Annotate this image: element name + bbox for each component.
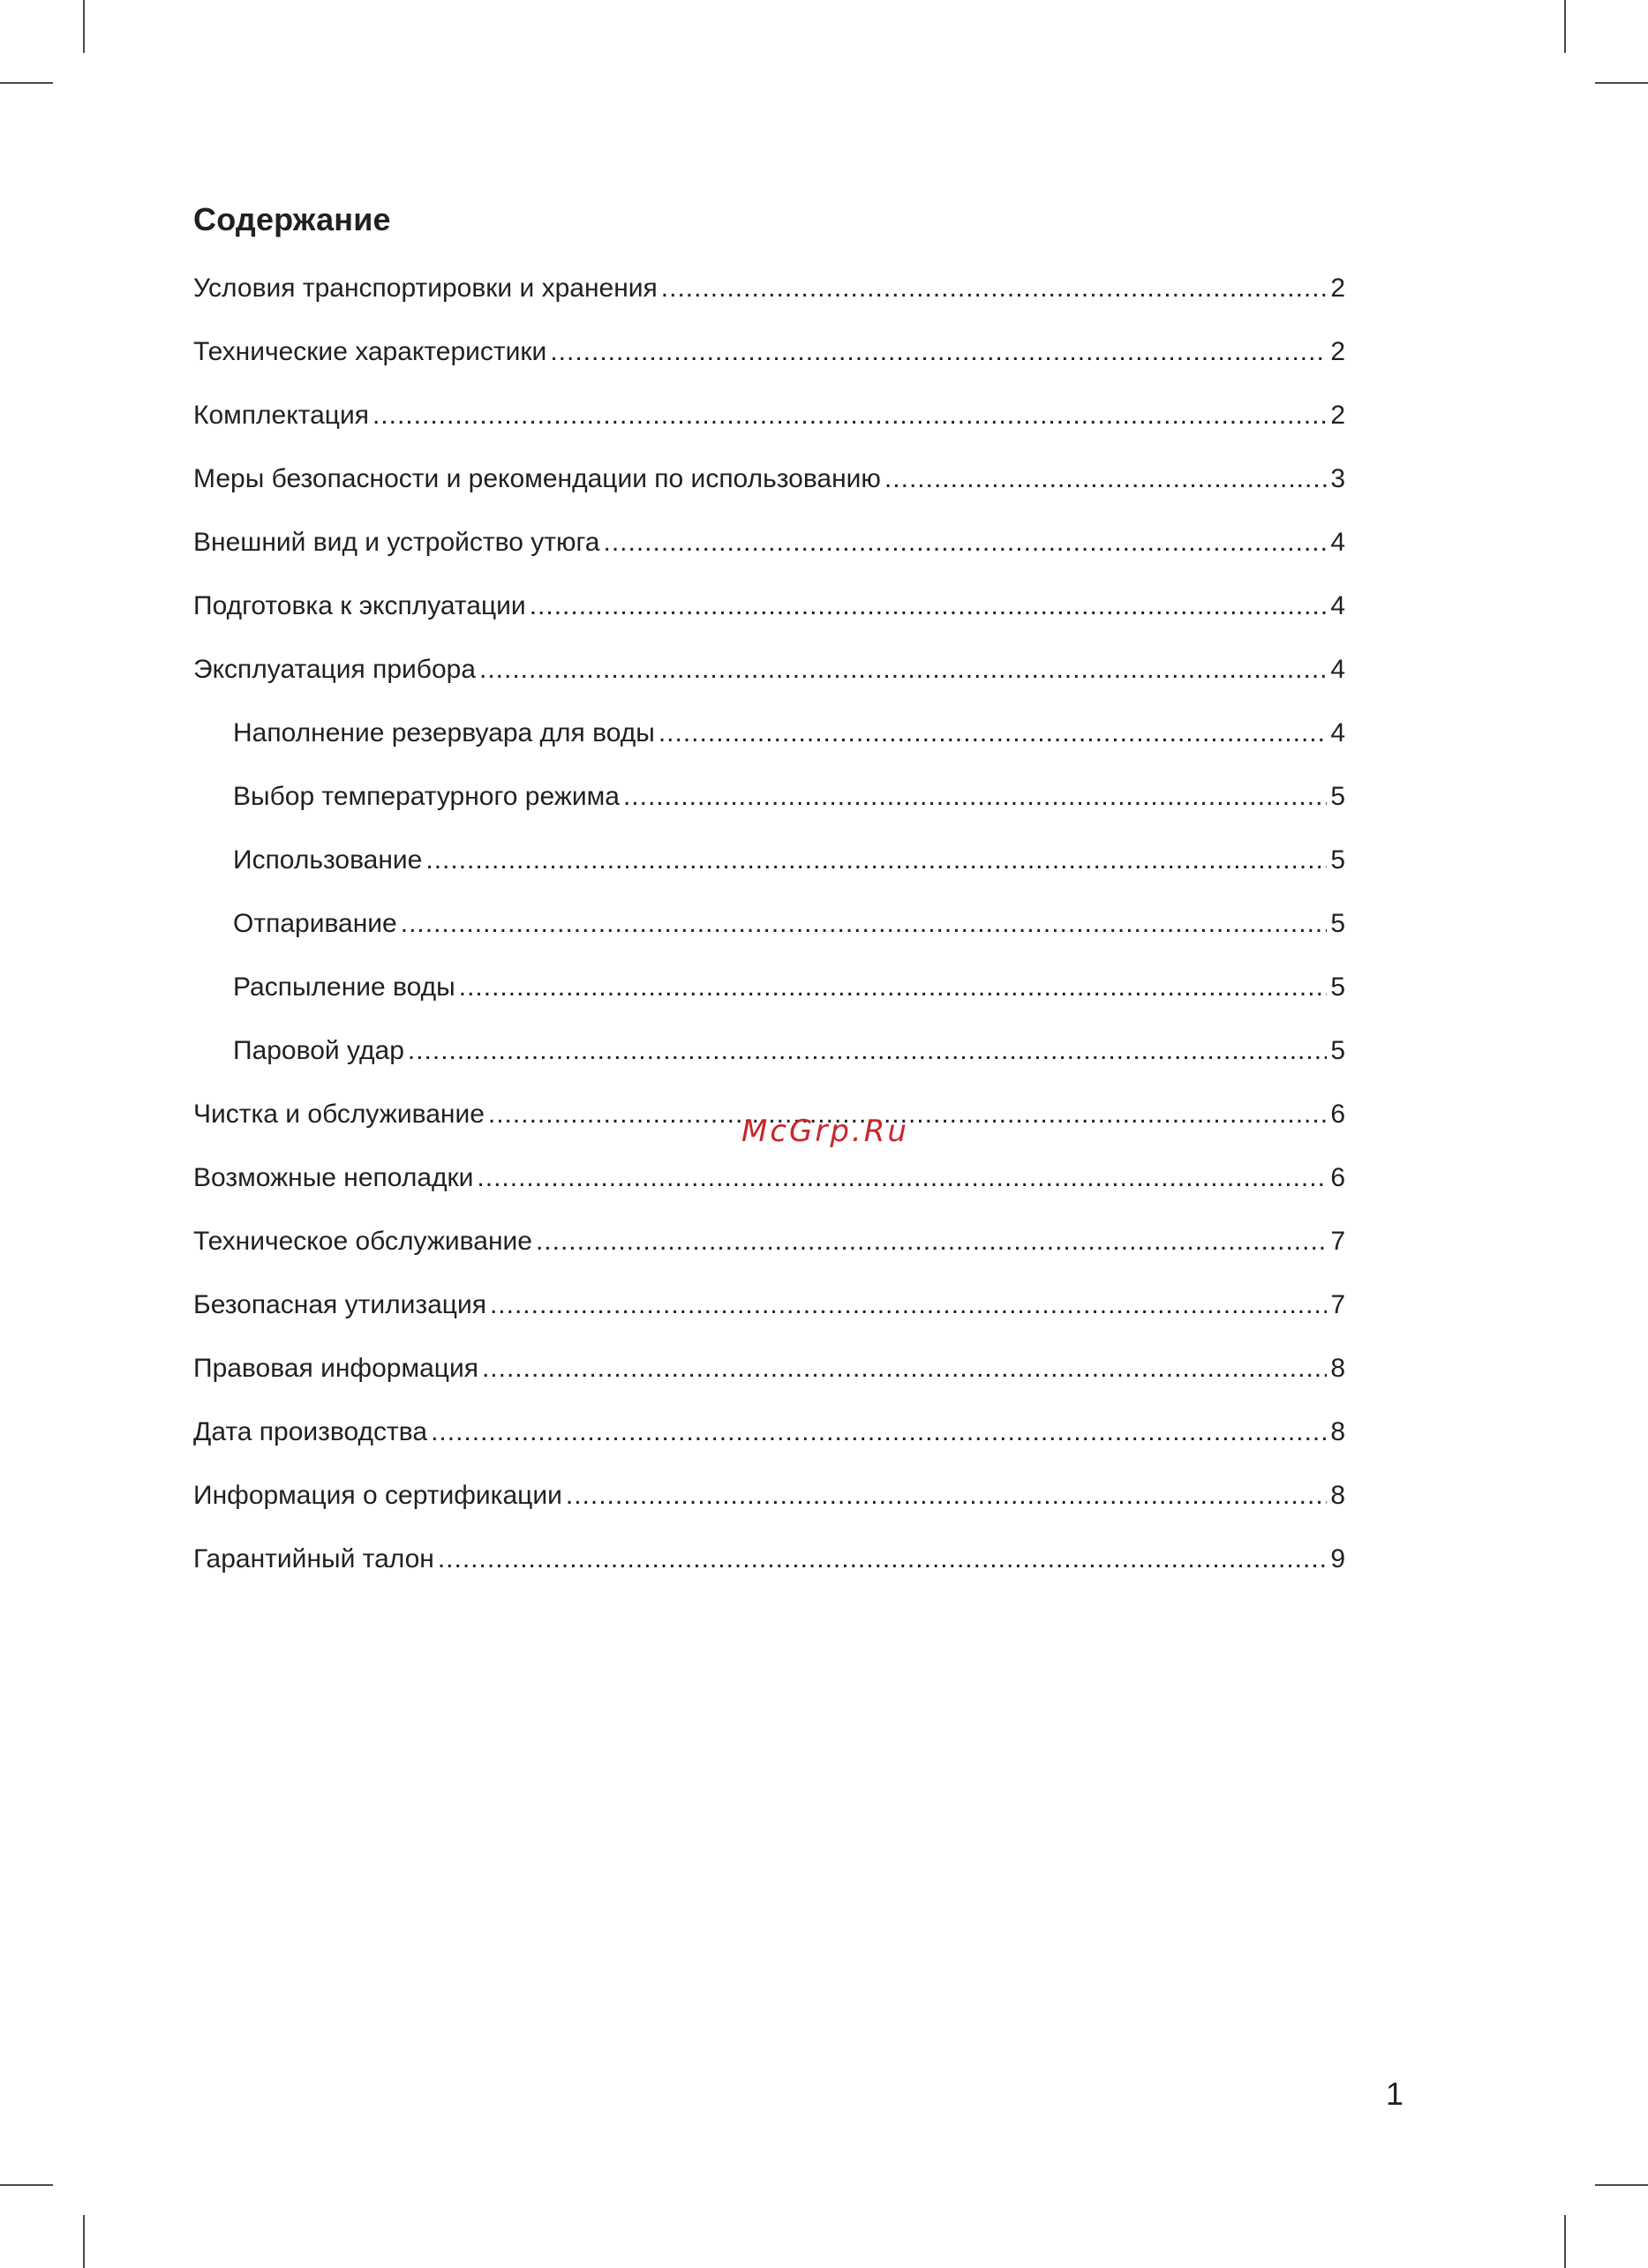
toc-entry-page-number: 5 xyxy=(1330,845,1345,875)
toc-entry-page-number: 5 xyxy=(1330,782,1345,811)
toc-dot-leader xyxy=(401,905,1328,943)
toc-entry-title: Информация о сертификации xyxy=(193,1481,562,1510)
toc-entry-title: Использование xyxy=(233,845,423,875)
toc-entry-title: Выбор температурного режима xyxy=(233,782,620,811)
toc-entry-page-number: 5 xyxy=(1330,909,1345,938)
toc-dot-leader xyxy=(884,460,1327,499)
toc-dot-leader xyxy=(603,523,1327,562)
toc-entry-title: Подготовка к эксплуатации xyxy=(193,591,526,620)
toc-entry-page-number: 6 xyxy=(1330,1163,1345,1192)
toc-entry-page-number: 8 xyxy=(1330,1354,1345,1383)
toc-entry-title: Дата производства xyxy=(193,1417,428,1446)
crop-mark-top-right-horizontal xyxy=(1595,82,1648,84)
crop-mark-bottom-left-vertical xyxy=(83,2215,85,2268)
toc-dot-leader xyxy=(431,1413,1327,1452)
toc-entry-page-number: 7 xyxy=(1330,1227,1345,1256)
toc-dot-leader xyxy=(459,968,1328,1007)
page-title: Содержание xyxy=(193,201,391,237)
toc-entry[interactable] xyxy=(193,777,1345,841)
toc-entry[interactable] xyxy=(193,460,1345,523)
toc-entry-title: Гарантийный талон xyxy=(193,1544,434,1573)
crop-mark-bottom-right-vertical xyxy=(1564,2215,1566,2268)
toc-dot-leader xyxy=(477,1159,1327,1198)
toc-entry-title: Комплектация xyxy=(193,401,369,430)
toc-dot-leader xyxy=(372,396,1327,435)
crop-mark-top-left-horizontal xyxy=(0,82,53,84)
toc-entry-title: Паровой удар xyxy=(233,1036,404,1065)
watermark: McGrp.Ru xyxy=(741,1114,909,1149)
toc-entry[interactable] xyxy=(193,269,1345,333)
toc-entry-title: Условия транспортировки и хранения xyxy=(193,274,658,303)
toc-entry-title: Возможные неполадки xyxy=(193,1163,474,1192)
toc-dot-leader xyxy=(408,1032,1327,1070)
toc-entry[interactable] xyxy=(193,1540,1345,1603)
toc-entry[interactable] xyxy=(193,333,1345,396)
toc-entry[interactable] xyxy=(193,1413,1345,1476)
toc-entry[interactable] xyxy=(193,650,1345,714)
toc-entry-title: Техническое обслуживание xyxy=(193,1227,532,1256)
toc-dot-leader xyxy=(490,1286,1327,1325)
toc-entry-page-number: 5 xyxy=(1330,1036,1345,1065)
toc-dot-leader xyxy=(536,1222,1327,1261)
toc-entry[interactable] xyxy=(193,587,1345,650)
toc-entry-title: Чистка и обслуживание xyxy=(193,1100,485,1129)
toc-dot-leader xyxy=(550,333,1327,372)
toc-entry[interactable] xyxy=(193,1349,1345,1413)
toc-entry-title: Безопасная утилизация xyxy=(193,1290,486,1319)
toc-dot-leader xyxy=(425,841,1327,880)
toc-entry-page-number: 9 xyxy=(1330,1544,1345,1573)
toc-entry-title: Меры безопасности и рекомендации по использованию xyxy=(193,464,881,493)
crop-mark-bottom-right-horizontal xyxy=(1595,2184,1648,2186)
toc-entry-page-number: 2 xyxy=(1330,274,1345,303)
toc-entry-page-number: 4 xyxy=(1330,591,1345,620)
toc-entry[interactable] xyxy=(193,1032,1345,1095)
toc-dot-leader xyxy=(623,777,1327,816)
toc-entry[interactable] xyxy=(193,905,1345,968)
toc-entry-page-number: 4 xyxy=(1330,655,1345,684)
crop-mark-top-right-vertical xyxy=(1564,0,1566,53)
toc-dot-leader xyxy=(530,587,1328,626)
toc-entry[interactable] xyxy=(193,1222,1345,1286)
toc-entry-title: Технические характеристики xyxy=(193,337,547,366)
toc-entry-page-number: 5 xyxy=(1330,973,1345,1002)
toc-dot-leader xyxy=(479,650,1327,689)
toc-entry-page-number: 8 xyxy=(1330,1481,1345,1510)
toc-entry[interactable] xyxy=(193,968,1345,1032)
toc-dot-leader xyxy=(661,269,1328,308)
toc-entry-page-number: 2 xyxy=(1330,401,1345,430)
toc-entry[interactable] xyxy=(193,523,1345,587)
toc-entry-page-number: 6 xyxy=(1330,1100,1345,1129)
page-number: 1 xyxy=(1386,2076,1404,2112)
toc-entry[interactable] xyxy=(193,714,1345,777)
toc-entry-title: Наполнение резервуара для воды xyxy=(233,718,655,747)
toc-dot-leader xyxy=(658,714,1327,753)
toc-dot-leader xyxy=(482,1349,1327,1388)
toc-entry-page-number: 4 xyxy=(1330,718,1345,747)
toc-entry-page-number: 3 xyxy=(1330,464,1345,493)
table-of-contents xyxy=(193,269,1345,1603)
toc-entry-title: Распыление воды xyxy=(233,973,455,1002)
toc-dot-leader xyxy=(438,1540,1327,1579)
toc-entry-page-number: 2 xyxy=(1330,337,1345,366)
toc-entry-page-number: 7 xyxy=(1330,1290,1345,1319)
toc-entry-title: Правовая информация xyxy=(193,1354,478,1383)
crop-mark-bottom-left-horizontal xyxy=(0,2184,53,2186)
toc-dot-leader xyxy=(566,1476,1327,1515)
crop-mark-top-left-vertical xyxy=(83,0,85,53)
toc-entry[interactable] xyxy=(193,396,1345,460)
toc-entry-title: Внешний вид и устройство утюга xyxy=(193,528,600,557)
toc-entry-title: Эксплуатация прибора xyxy=(193,655,476,684)
toc-entry-page-number: 4 xyxy=(1330,528,1345,557)
toc-entry[interactable] xyxy=(193,841,1345,905)
toc-entry[interactable] xyxy=(193,1159,1345,1222)
toc-entry[interactable] xyxy=(193,1286,1345,1349)
toc-entry-page-number: 8 xyxy=(1330,1417,1345,1446)
toc-entry-title: Отпаривание xyxy=(233,909,397,938)
toc-entry[interactable] xyxy=(193,1476,1345,1540)
